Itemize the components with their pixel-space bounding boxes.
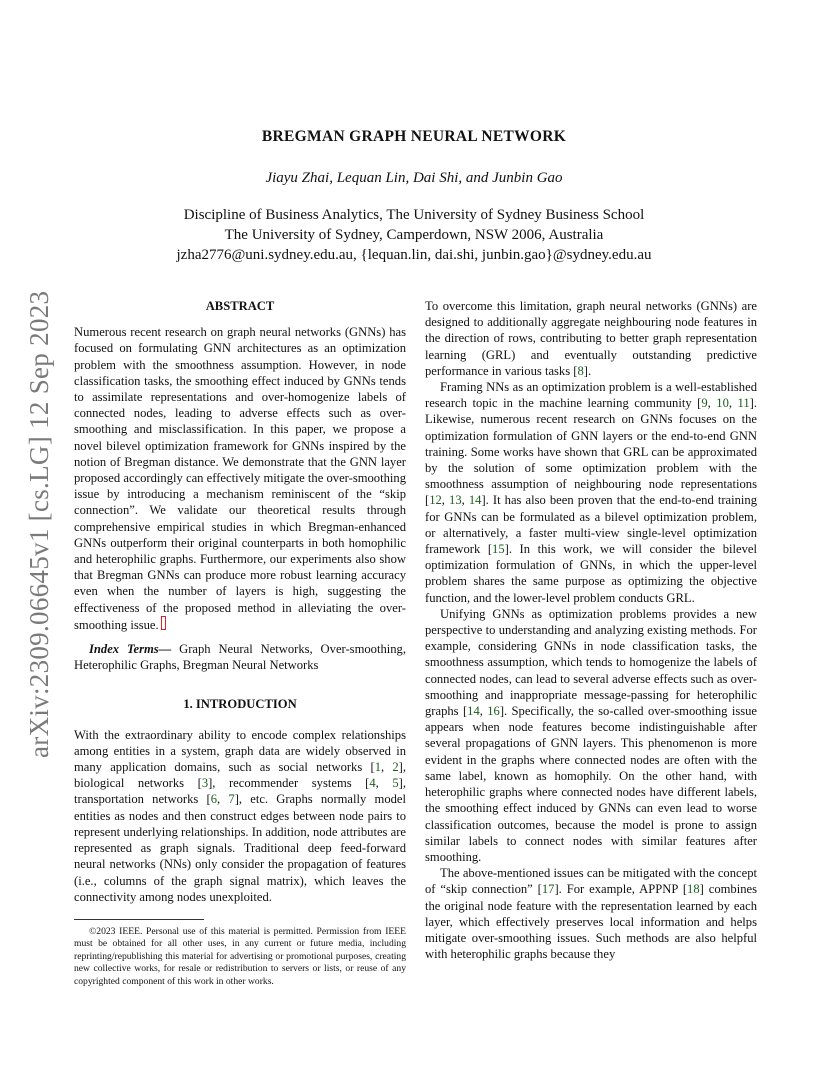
affiliation-line-1: Discipline of Business Analytics, The University of Sydney Business School xyxy=(183,207,645,223)
citation-link[interactable]: 6 xyxy=(210,792,218,807)
affiliation-emails: jzha2776@uni.sydney.edu.au, {lequan.lin, dai.shi, junbin.gao}@sydney.edu.au xyxy=(176,247,652,263)
citation-link[interactable]: 18 xyxy=(687,882,700,897)
footnote-divider xyxy=(74,919,204,920)
citation-link[interactable]: 10 xyxy=(716,396,729,411)
citation-link[interactable]: 2 xyxy=(392,760,399,775)
citation-link[interactable]: 5 xyxy=(392,776,399,791)
affiliation-block xyxy=(0,205,828,265)
citation-link[interactable]: 11 xyxy=(737,396,750,411)
copyright-footnote: ©2023 IEEE. Personal use of this material is permitted. Permission from IEEE must be obtained for all other uses, in any current or future media, including reprinting/republishing this material for advertising or promotional purposes, creating new collective works, for resale or redistribution to servers or lists, or reuse of any copyrighted component of this work in other works. xyxy=(74,925,406,987)
citation-link[interactable]: 3 xyxy=(201,776,209,791)
index-terms-label: Index Terms— xyxy=(89,642,172,657)
intro-paragraph-2: To overcome this limitation, graph neural networks (GNNs) are designed to additionally aggregate neighbouring node features in the direction of rows, contributing to better graph representation learning (GRL) and eventually outstanding predictive performance in various tasks [8]. xyxy=(425,299,757,378)
citation-link[interactable]: 14 xyxy=(468,493,482,508)
left-column xyxy=(74,298,406,988)
intro-paragraph-3: Framing NNs as an optimization problem is a well-established research topic in the machine learning community [9, 10, 11]. Likewise, numerous recent research on GNNs focuses on the optimization formulation of GNN layers or the end-to-end GNN training. Some works have shown that GRL can be approximated by the solution of some optimization problem with the smoothness assumption of neighbouring node representations [12, 13, 14]. It has also been proven that the end-to-end training for GNNs can be formulated as a bilevel optimization problem, or alternatively, a faster multi-view single-level optimization framework [15]. In this work, we will consider the bilevel optimization formulation of GNNs, in which the upper-level problem shares the same purpose as optimizing the objective function, and the lower-level problem conducts GRL. xyxy=(425,380,758,605)
intro-paragraph-1: With the extraordinary ability to encode complex relationships among entities in a system, graph data are widely observed in many application domains, such as social networks [1, 2], biological networks [3], recommender systems [4, 5], transportation networks [6, 7], etc. Graphs normally model entities as nodes and then construct edges between node pairs to represent underlying relationships. In addition, node attributes are represented as graph signals. Traditional deep feed-forward neural networks (NNs) only consider the propagation of features (i.e., columns of the graph signal matrix), which leaves the connectivity among nodes unexploited. xyxy=(74,727,407,904)
introduction-heading: 1. INTRODUCTION xyxy=(183,697,297,712)
paper-title: BREGMAN GRAPH NEURAL NETWORK xyxy=(261,128,567,145)
citation-link[interactable]: 13 xyxy=(449,493,462,508)
citation-link[interactable]: 17 xyxy=(541,882,555,897)
citation-link[interactable]: 14 xyxy=(467,704,480,719)
abstract-text: Numerous recent research on graph neural networks (GNNs) has focused on formulating GNN architectures as an optimization problem with the smoothness assumption. However, in node classification tasks, the smoothing effect induced by GNNs tends to assimilate representations and over-homogenize labels of connected nodes, leading to adverse effects such as over-smoothing and misclassification. In this paper, we propose a novel bilevel optimization framework for GNNs inspired by the notion of Bregman distance. We demonstrate that the GNN layer proposed accordingly can effectively mitigate the over-smoothing issue by introducing a mechanism reminiscent of the “skip connection”. We validate our theoretical results through comprehensive empirical studies in which Bregman-enhanced GNNs outperform their original counterparts in both homophilic and heterophilic graphs. Furthermore, our experiments also show that Bregman GNNs can produce more robust learning accuracy even when the number of layers is high, suggesting the effectiveness of the proposed method in alleviating the over-smoothing issue. xyxy=(74,325,406,632)
index-terms: Index Terms— Graph Neural Networks, Over-smoothing, Heterophilic Graphs, Bregman Neural Networks xyxy=(74,642,406,673)
citation-link[interactable]: 4 xyxy=(369,776,376,791)
citation-link[interactable]: 9 xyxy=(701,396,708,411)
citation-link[interactable]: 15 xyxy=(492,542,505,557)
citation-link[interactable]: 12 xyxy=(429,493,442,508)
citation-link[interactable]: 7 xyxy=(228,792,235,807)
right-column xyxy=(425,298,757,962)
citation-link[interactable]: 16 xyxy=(487,704,500,719)
author-list: Jiayu Zhai, Lequan Lin, Dai Shi, and Junbin Gao xyxy=(265,170,563,186)
arxiv-identifier-stamp: arXiv:2309.06645v1 [cs.LG] 12 Sep 2023 xyxy=(24,290,54,758)
intro-paragraph-4: Unifying GNNs as optimization problems provides a new perspective to understanding and analyzing existing methods. For example, considering GNNs in node classification tasks, the smoothness assumption, which tends to homogenize the labels of connected nodes, can lead to several adverse effects such as over-smoothing and inappropriate message-passing for heterophilic graphs [14, 16]. Specifically, the so-called over-smoothing issue appears when node features become indistinguishable after several propagations of GNN layers. This phenomenon is more evident in the graphs where connected nodes are often with the same label, known as homophily. On the other hand, with heterophilic graphs where connected nodes have different labels, the smoothing effect induced by GNNs can even lead to worse classification outcomes, because the model is prone to assign similar labels to connect nodes with similar features after smoothing. xyxy=(425,606,758,864)
intro-paragraph-5: The above-mentioned issues can be mitigated with the concept of “skip connection” [17]. For example, APPNP [18] combines the original node feature with the representation learned by each layer, which effectively preserves local information and helps mitigate over-smoothing issues. Such methods are also helpful with heterophilic graphs because they xyxy=(425,866,758,962)
citation-link[interactable]: 8 xyxy=(577,363,584,378)
citation-link[interactable]: 1 xyxy=(374,760,381,775)
affiliation-line-2: The University of Sydney, Camperdown, NSW 2006, Australia xyxy=(224,227,604,243)
abstract-heading: ABSTRACT xyxy=(205,299,275,313)
footnote-link-box[interactable] xyxy=(161,616,166,630)
